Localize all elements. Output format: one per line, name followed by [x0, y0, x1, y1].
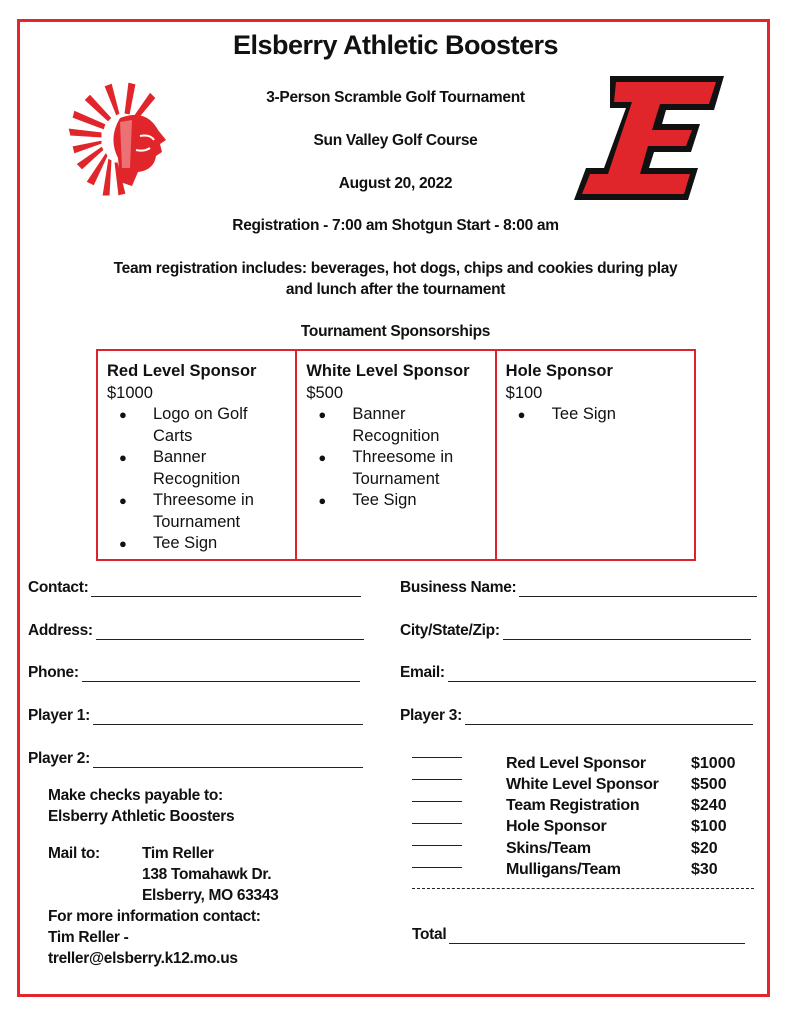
event-date: August 20, 2022 — [338, 175, 453, 192]
mail-street: 138 Tomahawk Dr. — [142, 866, 272, 883]
fee-checkbox-line[interactable] — [412, 801, 462, 802]
sponsor-price: $500 — [306, 383, 344, 402]
fee-name: Hole Sponsor — [506, 818, 607, 835]
venue: Sun Valley Golf Course — [313, 132, 478, 149]
mail-to-label: Mail to: — [48, 845, 100, 862]
indian-chief-head-icon — [62, 78, 182, 200]
sponsor-benefit: ● Threesome in Tournament — [107, 490, 287, 533]
email-field[interactable] — [400, 664, 756, 682]
total-label: Total — [412, 926, 447, 943]
phone-field[interactable] — [28, 664, 360, 682]
total-field[interactable] — [412, 926, 745, 944]
checks-payable-line: Make checks payable to: — [48, 787, 223, 804]
address-field[interactable] — [28, 622, 364, 640]
sponsor-name: Red Level Sponsor — [107, 362, 257, 380]
fee-amount: $30 — [691, 861, 718, 878]
sponsor-column-hole — [495, 351, 694, 559]
sponsor-column-red — [98, 351, 295, 559]
fee-name: Red Level Sponsor — [506, 755, 646, 772]
includes-line-2: and lunch after the tournament — [285, 281, 506, 298]
fee-amount: $1000 — [691, 755, 736, 772]
fee-amount: $20 — [691, 840, 718, 857]
contact-label: Contact: — [28, 579, 89, 596]
page-title: Elsberry Athletic Boosters — [232, 30, 559, 60]
event-times: Registration - 7:00 am Shotgun Start - 8:00 am — [232, 217, 559, 234]
player-1-label: Player 1: — [28, 707, 90, 724]
checks-payee: Elsberry Athletic Boosters — [48, 808, 235, 825]
info-contact-name: Tim Reller - — [48, 929, 129, 946]
fee-amount: $240 — [691, 797, 727, 814]
business-name-line[interactable] — [519, 582, 757, 597]
player-3-line[interactable] — [465, 710, 753, 725]
mail-name: Tim Reller — [142, 845, 214, 862]
sponsor-price: $1000 — [107, 383, 153, 402]
event-name: 3-Person Scramble Golf Tournament — [266, 89, 525, 106]
player-3-label: Player 3: — [400, 707, 462, 724]
fee-checkbox-line[interactable] — [412, 823, 462, 824]
includes-line-1: Team registration includes: beverages, hot dogs, chips and cookies during play — [113, 260, 678, 277]
player-2-line[interactable] — [93, 753, 363, 768]
sponsorships-heading: Tournament Sponsorships — [300, 323, 491, 340]
sponsorship-table — [96, 349, 696, 561]
fee-amount: $100 — [691, 818, 727, 835]
email-line[interactable] — [448, 667, 756, 682]
mail-city: Elsberry, MO 63343 — [142, 887, 279, 904]
contact-field[interactable] — [28, 579, 361, 597]
fee-name: White Level Sponsor — [506, 776, 659, 793]
total-line[interactable] — [449, 929, 745, 944]
sponsor-benefit: ● Banner Recognition — [306, 404, 486, 447]
contact-line[interactable] — [91, 582, 361, 597]
fee-checkbox-line[interactable] — [412, 867, 462, 868]
address-line[interactable] — [96, 625, 364, 640]
city-state-zip-line[interactable] — [503, 625, 751, 640]
fee-name: Skins/Team — [506, 840, 591, 857]
phone-label: Phone: — [28, 664, 79, 681]
sponsor-name: White Level Sponsor — [306, 362, 470, 380]
fee-name: Mulligans/Team — [506, 861, 621, 878]
info-line: For more information contact: — [48, 908, 261, 925]
business-name-label: Business Name: — [400, 579, 517, 596]
sponsor-name: Hole Sponsor — [505, 362, 613, 380]
info-email[interactable]: treller@elsberry.k12.mo.us — [48, 950, 238, 967]
sponsor-benefit: ● Tee Sign — [306, 490, 486, 512]
letter-e-logo-icon — [570, 72, 730, 202]
sponsor-price: $100 — [505, 383, 543, 402]
player-2-field[interactable] — [28, 750, 363, 768]
sponsor-benefit: ● Logo on Golf Carts — [107, 404, 287, 447]
sponsor-benefit: ● Tee Sign — [506, 404, 686, 426]
city-state-zip-field[interactable] — [400, 622, 751, 640]
player-3-field[interactable] — [400, 707, 753, 725]
fee-checkbox-line[interactable] — [412, 757, 462, 758]
player-1-line[interactable] — [93, 710, 363, 725]
fee-checkbox-line[interactable] — [412, 779, 462, 780]
sponsor-benefit: ● Threesome in Tournament — [306, 447, 486, 490]
phone-line[interactable] — [82, 667, 360, 682]
sponsor-benefit: ● Banner Recognition — [107, 447, 287, 490]
dashed-divider — [412, 888, 754, 889]
fee-checkbox-line[interactable] — [412, 845, 462, 846]
email-label: Email: — [400, 664, 445, 681]
address-label: Address: — [28, 622, 93, 639]
city-state-zip-label: City/State/Zip: — [400, 622, 500, 639]
business-name-field[interactable] — [400, 579, 757, 597]
sponsor-column-white — [295, 351, 494, 559]
fee-name: Team Registration — [506, 797, 640, 814]
player-2-label: Player 2: — [28, 750, 90, 767]
fee-amount: $500 — [691, 776, 727, 793]
player-1-field[interactable] — [28, 707, 363, 725]
sponsor-benefit: ● Tee Sign — [107, 533, 287, 555]
